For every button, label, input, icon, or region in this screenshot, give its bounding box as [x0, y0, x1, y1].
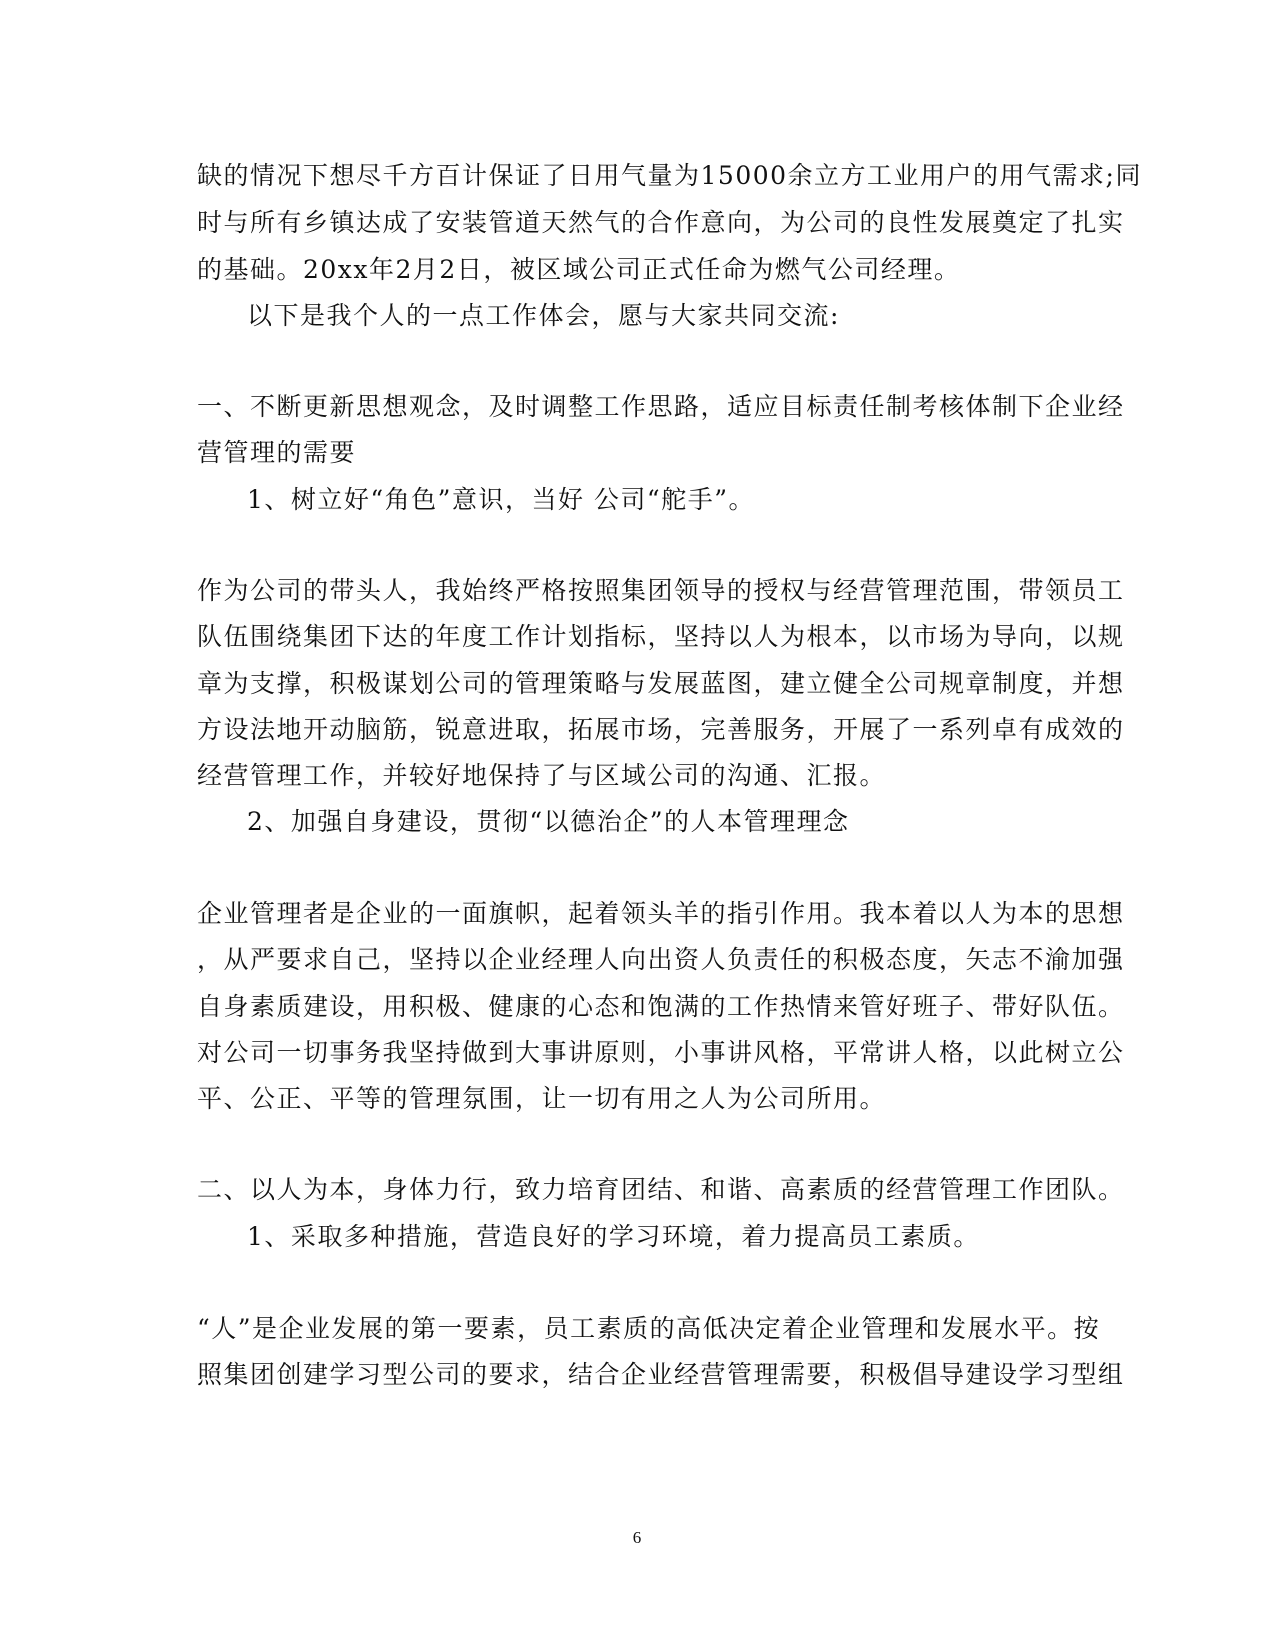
section-heading: 二、以人为本，身体力行，致力培育团结、和谐、高素质的经营管理工作团队。 [197, 1175, 1125, 1204]
body-text-line: 缺的情况下想尽千方百计保证了日用气量为15000余立方工业用户的用气需求;同 [197, 161, 1142, 190]
body-text-line: 企业管理者是企业的一面旗帜，起着领头羊的指引作用。我本着以人为本的思想 [197, 899, 1125, 928]
body-text-line: 对公司一切事务我坚持做到大事讲原则，小事讲风格，平常讲人格，以此树立公 [197, 1038, 1125, 1067]
body-text-line: 以下是我个人的一点工作体会，愿与大家共同交流: [247, 301, 840, 330]
body-text-line: 队伍围绕集团下达的年度工作计划指标，坚持以人为根本，以市场为导向，以规 [197, 622, 1125, 651]
body-text-line: “人”是企业发展的第一要素，员工素质的高低决定着企业管理和发展水平。按 [197, 1314, 1101, 1343]
body-text-line: 平、公正、平等的管理氛围，让一切有用之人为公司所用。 [197, 1084, 887, 1113]
section-heading: 营管理的需要 [197, 438, 357, 467]
body-text-line: 经营管理工作，并较好地保持了与区域公司的沟通、汇报。 [197, 761, 887, 790]
body-text-line: 章为支撑，积极谋划公司的管理策略与发展蓝图，建立健全公司规章制度，并想 [197, 669, 1125, 698]
body-text-line: 时与所有乡镇达成了安装管道天然气的合作意向，为公司的良性发展奠定了扎实 [197, 208, 1125, 237]
body-text-line: 方设法地开动脑筋，锐意进取，拓展市场，完善服务，开展了一系列卓有成效的 [197, 715, 1125, 744]
subsection-heading: 1、采取多种措施，营造良好的学习环境，着力提高员工素质。 [247, 1222, 980, 1251]
body-text-line: 自身素质建设，用积极、健康的心态和饱满的工作热情来管好班子、带好队伍。 [197, 992, 1125, 1021]
body-text-line: 的基础。20xx年2月2日，被区域公司正式任命为燃气公司经理。 [197, 255, 961, 284]
body-text-line: 照集团创建学习型公司的要求，结合企业经营管理需要，积极倡导建设学习型组 [197, 1360, 1125, 1389]
body-text-line: 作为公司的带头人，我始终严格按照集团领导的授权与经营管理范围，带领员工 [197, 576, 1125, 605]
subsection-heading: 1、树立好“角色”意识，当好 公司“舵手”。 [247, 485, 755, 514]
subsection-heading: 2、加强自身建设，贯彻“以德治企”的人本管理理念 [247, 807, 850, 836]
body-text-line: ，从严要求自己，坚持以企业经理人向出资人负责任的积极态度，矢志不渝加强 [197, 945, 1125, 974]
page-number: 6 [632, 1528, 642, 1547]
section-heading: 一、不断更新思想观念，及时调整工作思路，适应目标责任制考核体制下企业经 [197, 392, 1125, 421]
